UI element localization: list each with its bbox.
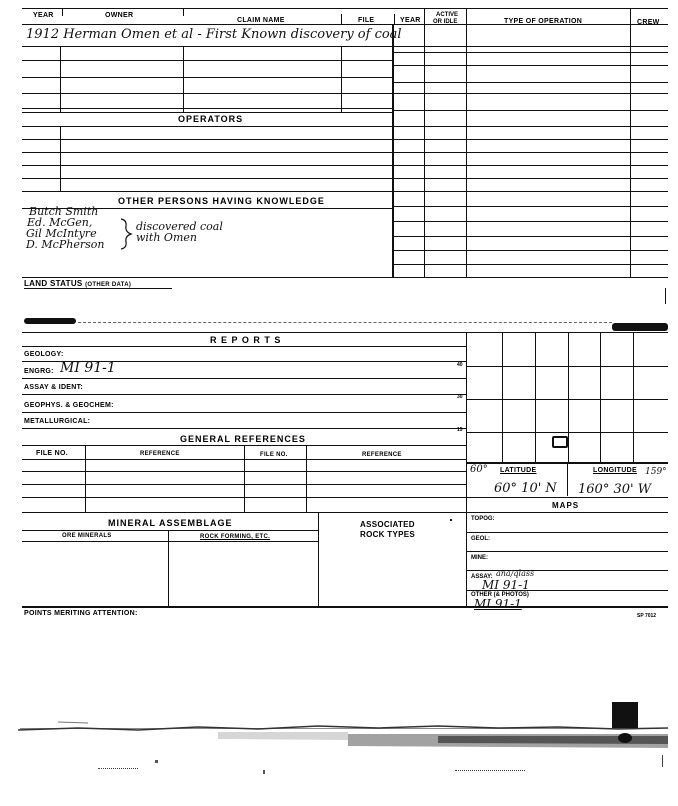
ref-header-reference-2: REFERENCE: [362, 452, 402, 458]
header-claim-name: CLAIM NAME: [237, 17, 285, 24]
header-or-idle: OR IDLE: [433, 19, 458, 25]
person-name-4: D. McPherson: [26, 238, 105, 251]
maps-assay-label: ASSAY:: [471, 574, 493, 580]
maps-title: MAPS: [552, 501, 580, 510]
land-status-label: LAND STATUS (OTHER DATA): [24, 279, 132, 288]
person-name-3: Gil McIntyre: [26, 227, 97, 240]
geophys-label: GEOPHYS. & GEOCHEM:: [24, 402, 114, 409]
maps-geol-label: GEOL:: [471, 536, 490, 542]
maps-other-ref: MI 91-1: [474, 597, 522, 611]
latitude-prefix: 60°: [470, 464, 488, 475]
discovery-note-1: discovered coal: [136, 220, 223, 233]
scale-number: 30: [457, 394, 463, 400]
reports-title: R E P O R T S: [210, 335, 282, 345]
grid-marker: [552, 436, 568, 448]
maps-topog-label: TOPOG:: [471, 516, 495, 522]
scan-bar-right: [612, 323, 668, 331]
rock-forming-label: ROCK FORMING, ETC.: [200, 534, 271, 540]
assay-label: ASSAY & IDENT:: [24, 384, 84, 391]
scale-number: 40: [457, 362, 463, 368]
scan-noise-band: [18, 712, 668, 764]
header-year-2: YEAR: [400, 17, 421, 24]
discovery-note-2: with Omen: [136, 231, 197, 244]
other-persons-title: OTHER PERSONS HAVING KNOWLEDGE: [118, 196, 325, 206]
person-name-2: Ed. McGen,: [27, 216, 93, 229]
maps-other-label: OTHER (& PHOTOS): [471, 592, 529, 598]
engrg-label: ENGRG:: [24, 368, 54, 375]
form-number: SP 7012: [637, 613, 657, 619]
header-year: YEAR: [33, 12, 54, 19]
maps-assay-value: ana/qlass: [496, 569, 535, 578]
header-file: FILE: [358, 17, 375, 24]
header-active: ACTIVE: [436, 12, 459, 18]
scan-black-square: [612, 702, 638, 728]
associated-label: ASSOCIATED: [360, 520, 415, 529]
scale-number: 15: [457, 427, 463, 433]
rock-types-label: ROCK TYPES: [360, 530, 416, 539]
metallurgical-label: METALLURGICAL:: [24, 418, 91, 425]
geology-label: GEOLOGY:: [24, 351, 64, 358]
latitude-label: LATITUDE: [500, 467, 537, 474]
mineral-assemblage-title: MINERAL ASSEMBLAGE: [108, 518, 233, 528]
longitude-suffix: 159°: [645, 467, 667, 477]
header-crew: CREW: [637, 19, 660, 26]
maps-mine-label: MINE:: [471, 555, 488, 561]
header-type-of-operation: TYPE OF OPERATION: [504, 18, 583, 25]
scan-bar-left: [24, 318, 76, 324]
handwritten-claim-entry: 1912 Herman Omen et al - First Known discovery of coal: [26, 27, 402, 42]
brace-mark: [119, 218, 133, 250]
longitude-value: 160° 30' W: [578, 482, 652, 497]
points-meriting-label: POINTS MERITING ATTENTION:: [24, 610, 138, 617]
engrg-value: MI 91-1: [60, 360, 116, 376]
maps-assay-ref: MI 91-1: [482, 578, 530, 592]
header-owner: OWNER: [105, 12, 134, 19]
person-name-1: Butch Smith: [29, 205, 99, 218]
ref-header-file-no-2: FILE NO.: [260, 452, 288, 458]
ore-minerals-label: ORE MINERALS: [62, 533, 112, 539]
general-references-title: GENERAL REFERENCES: [180, 434, 306, 444]
latitude-value: 60° 10' N: [494, 481, 557, 496]
ref-header-reference-1: REFERENCE: [140, 451, 180, 457]
operators-title: OPERATORS: [178, 114, 244, 124]
longitude-label: LONGITUDE: [593, 467, 637, 474]
ref-header-file-no-1: FILE NO.: [36, 450, 68, 457]
